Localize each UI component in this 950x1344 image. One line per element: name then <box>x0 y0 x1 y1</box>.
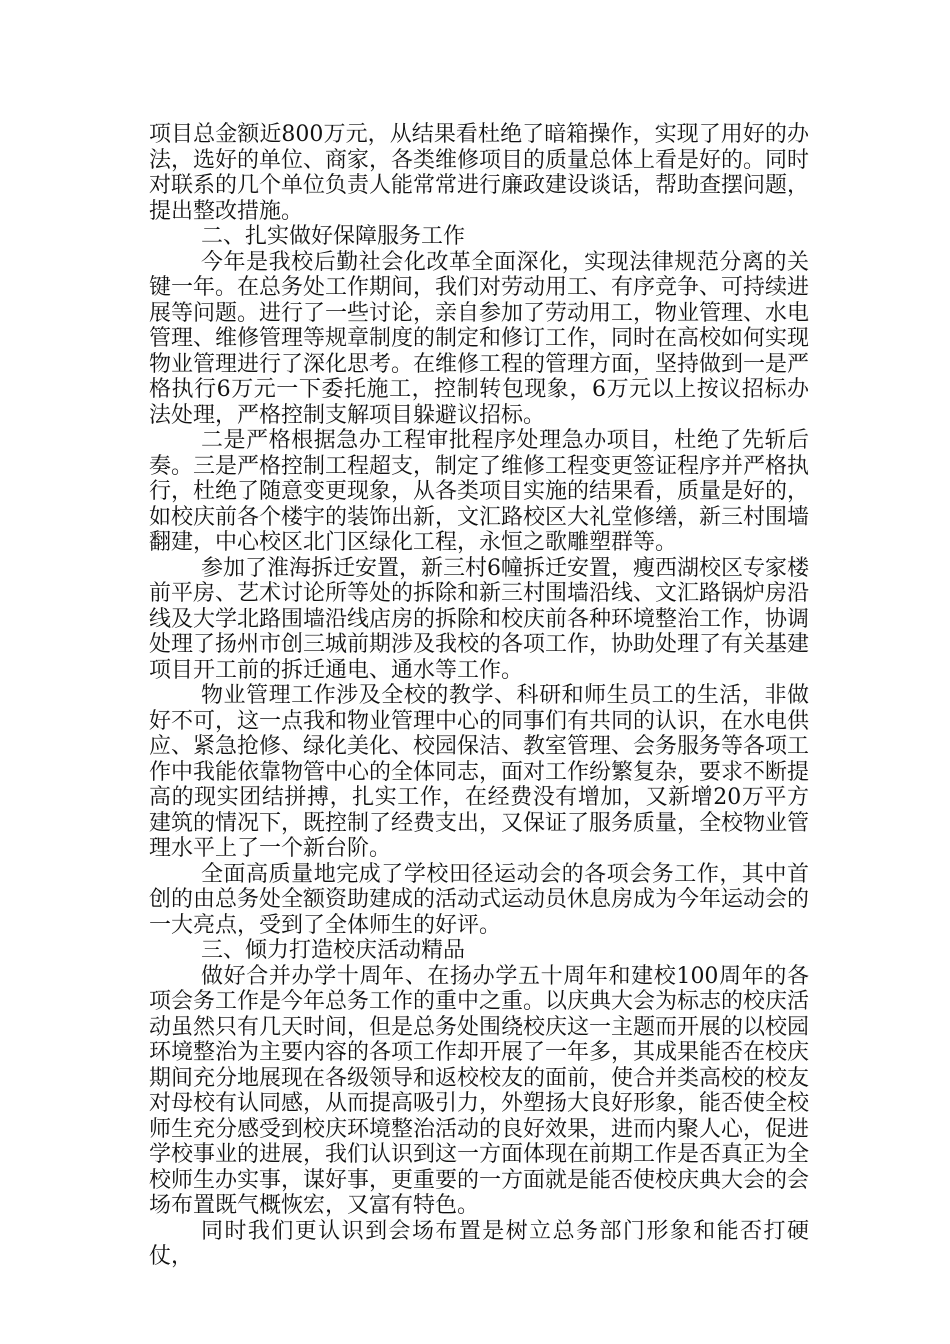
paragraph-10: 同时我们更认识到会场布置是树立总务部门形象和能否打硬仗， <box>149 1218 809 1269</box>
section-heading-3: 三、倾力打造校庆活动精品 <box>201 938 466 963</box>
paragraph-9: 做好合并办学十周年、在扬办学五十周年和建校100周年的各项会务工作是今年总务工作的重中之重。以庆典大会为标志的校庆活动虽然只有几天时间，但是总务处围绕校庆这一主题而开展的以校园环境整治为主要内容的各项工作却开展了一年多，其成果能否在校庆期间充分地展现在各级领导和返校校友的面前，使合并类高校的校友对母校有认同感，从而提高吸引力，外塑扬大良好形象，能否使全校师生充分感受到校庆环境整治活动的良好效果，进而内聚人心，促进学校事业的进展，我们认识到这一方面体现在前期工作是否真正为全校师生办实事，谋好事，更重要的一方面就是能否使校庆典大会的会场布置既气概恢宏，又富有特色。 <box>149 963 810 1218</box>
document-body <box>149 122 809 1270</box>
paragraph-4: 二是严格根据急办工程审批程序处理急办项目，杜绝了先斩后奏。三是严格控制工程超支，制定了维修工程变更签证程序并严格执行，杜绝了随意变更现象，从各类项目实施的结果看，质量是好的，如校庆前各个楼宇的装饰出新，文汇路校区大礼堂修缮，新三村围墙翻建，中心校区北门区绿化工程，永恒之歌雕塑群等。 <box>149 428 810 555</box>
section-heading-2: 二、扎实做好保障服务工作 <box>201 224 466 249</box>
paragraph-7: 全面高质量地完成了学校田径运动会的各项会务工作，其中首创的由总务处全额资助建成的活动式运动员休息房成为今年运动会的一大亮点，受到了全体师生的好评。 <box>149 861 810 938</box>
paragraph-1: 项目总金额近800万元，从结果看杜绝了暗箱操作，实现了用好的办法，选好的单位、商家，各类维修项目的质量总体上看是好的。同时对联系的几个单位负责人能常常进行廉政建设谈话，帮助查摆问题，提出整改措施。 <box>149 122 810 224</box>
paragraph-6: 物业管理工作涉及全校的教学、科研和师生员工的生活，非做好不可，这一点我和物业管理中心的同事们有共同的认识，在水电供应、紧急抢修、绿化美化、校园保洁、教室管理、会务服务等各项工作中我能依靠物管中心的全体同志，面对工作纷繁复杂，要求不断提高的现实团结拼搏，扎实工作，在经费没有增加，又新增20万平方建筑的情况下，既控制了经费支出，又保证了服务质量，全校物业管理水平上了一个新台阶。 <box>149 683 810 861</box>
paragraph-5: 参加了淮海拆迁安置，新三村6幢拆迁安置，瘦西湖校区专家楼前平房、艺术讨论所等处的拆除和新三村围墙沿线、文汇路锅炉房沿线及大学北路围墙沿线店房的拆除和校庆前各种环境整治工作，协调处理了扬州市创三城前期涉及我校的各项工作，协助处理了有关基建项目开工前的拆迁通电、通水等工作。 <box>149 555 810 683</box>
paragraph-3: 今年是我校后勤社会化改革全面深化，实现法律规范分离的关键一年。在总务处工作期间，我们对劳动用工、有序竞争、可持续进展等问题。进行了一些讨论，亲自参加了劳动用工，物业管理、水电管理、维修管理等规章制度的制定和修订工作，同时在高校如何实现物业管理进行了深化思考。在维修工程的管理方面，坚持做到一是严格执行6万元一下委托施工，控制转包现象，6万元以上按议招标办法处理，严格控制支解项目躲避议招标。 <box>149 249 810 428</box>
